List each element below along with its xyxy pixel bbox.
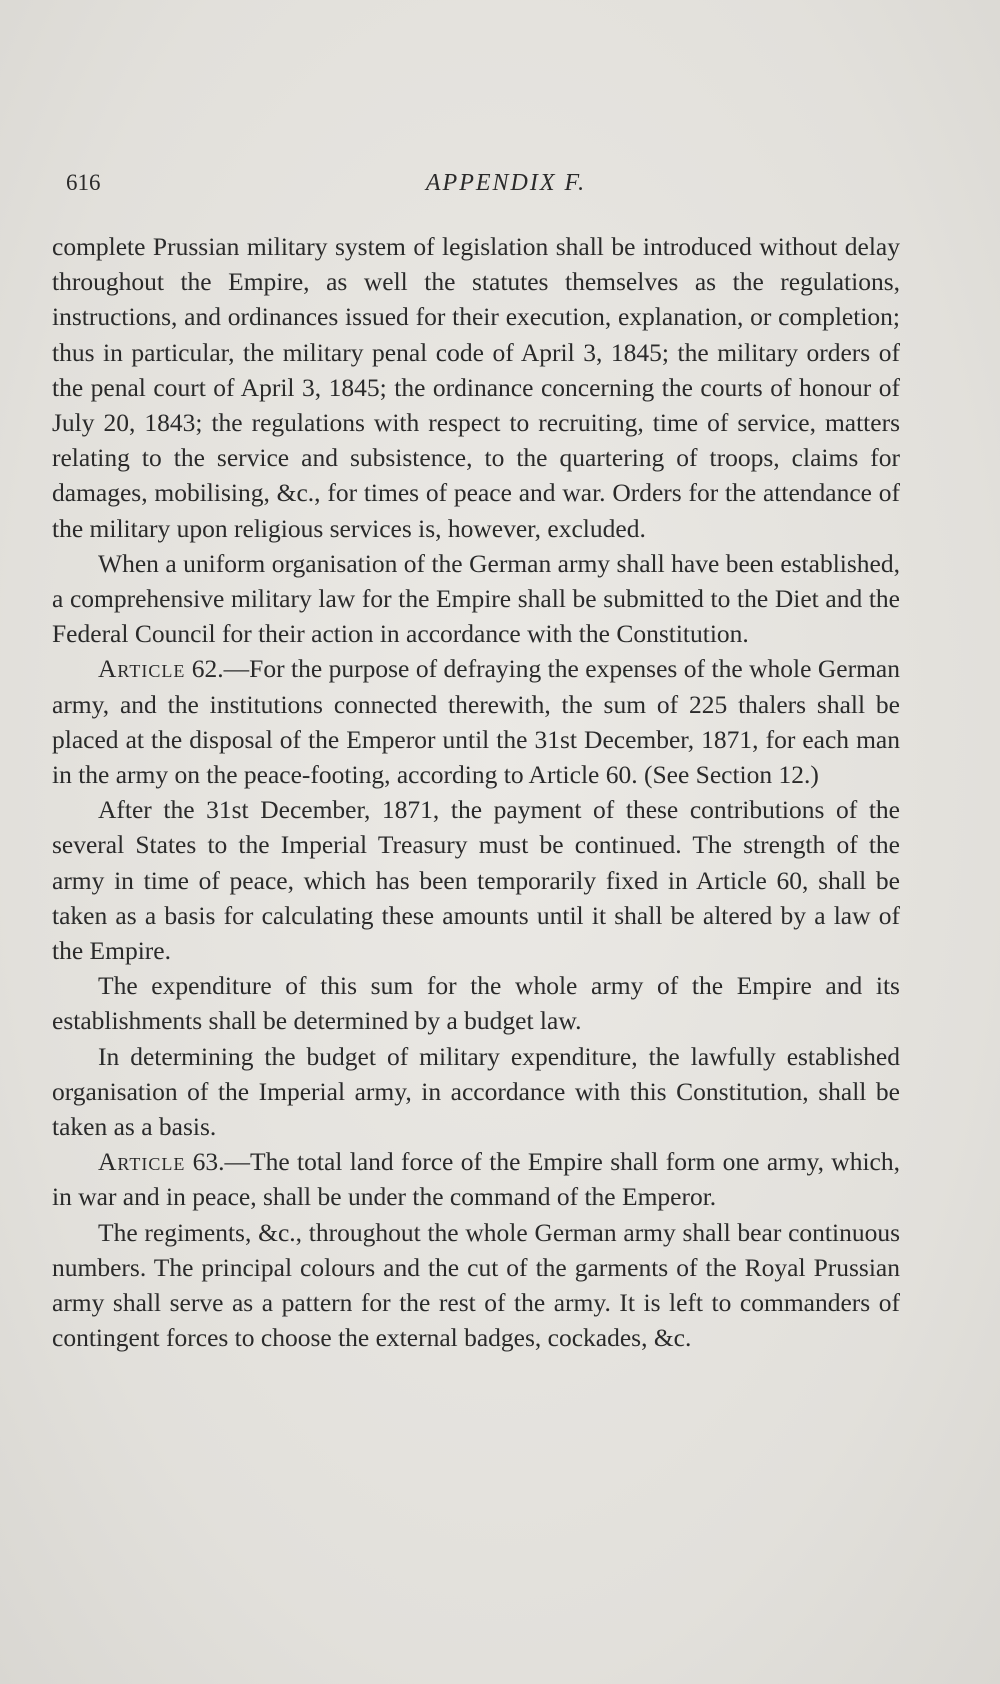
article-label: Article: [98, 654, 186, 684]
article-label: Article: [98, 1147, 186, 1177]
paragraph-budget: In determining the budget of military expenditure, the lawfully established organisation of the Imperial army, in accordance with this Constitution, shall be taken as a basis.: [52, 1041, 900, 1142]
body-text: [52, 229, 900, 1356]
article-62-text: 62.—For the purpose of defraying the expenses of the whole German army, and the institutions connected therewith, the sum of 225 thalers shall be placed at the disposal of the Emperor until the 31st December, 1871, for each man in the army on the peace-footing, according to Article 60. (See Section 12.): [52, 654, 900, 790]
paragraph-regiments: The regiments, &c., throughout the whole German army shall bear continuous numbers. The principal colours and the cut of the garments of the Royal Prussian army shall serve as a pattern for the rest of the army. It is left to commanders of contingent forces to choose the external badges, cockades, &c.: [52, 1217, 900, 1353]
article-63-text: 63.—The total land force of the Empire shall form one army, which, in war and in peace, shall be under the command of the Emperor.: [52, 1147, 900, 1212]
paragraph-expenditure: The expenditure of this sum for the whole army of the Empire and its establishments shall be determined by a budget law.: [52, 971, 900, 1036]
paragraph-uniform-organisation: When a uniform organisation of the German army shall have been established, a comprehensive military law for the Empire shall be submitted to the Diet and the Federal Council for their action in accordance with the Constitution.: [52, 548, 900, 649]
paragraph-article-63: [52, 1144, 900, 1214]
page-header: [66, 170, 906, 204]
paragraph-continuation: complete Prussian military system of legislation shall be introduced without delay throughout the Empire, as well the statutes themselves as the regulations, instructions, and ordinances issued for their execution, explanation, or completion; thus in particular, the military penal code of April 3, 1845; the military orders of the penal court of April 3, 1845; the ordinance concerning the courts of honour of July 20, 1843; the regulations with respect to recruiting, time of service, matters relating to the service and subsistence, to the quartering of troops, claims for damages, mobilising, &c., for times of peace and war. Orders for the attendance of the military upon religious services is, however, excluded.: [52, 232, 900, 543]
paragraph-article-62: [52, 651, 900, 792]
paragraph-after-1871: After the 31st December, 1871, the payment of these contributions of the several States to the Imperial Treasury must be continued. The strength of the army in time of peace, which has been temporarily fixed in Article 60, shall be taken as a basis for calculating these amounts until it shall be altered by a law of the Empire.: [52, 795, 900, 966]
page-number: 616: [66, 170, 101, 195]
running-head: APPENDIX F.: [425, 170, 587, 196]
